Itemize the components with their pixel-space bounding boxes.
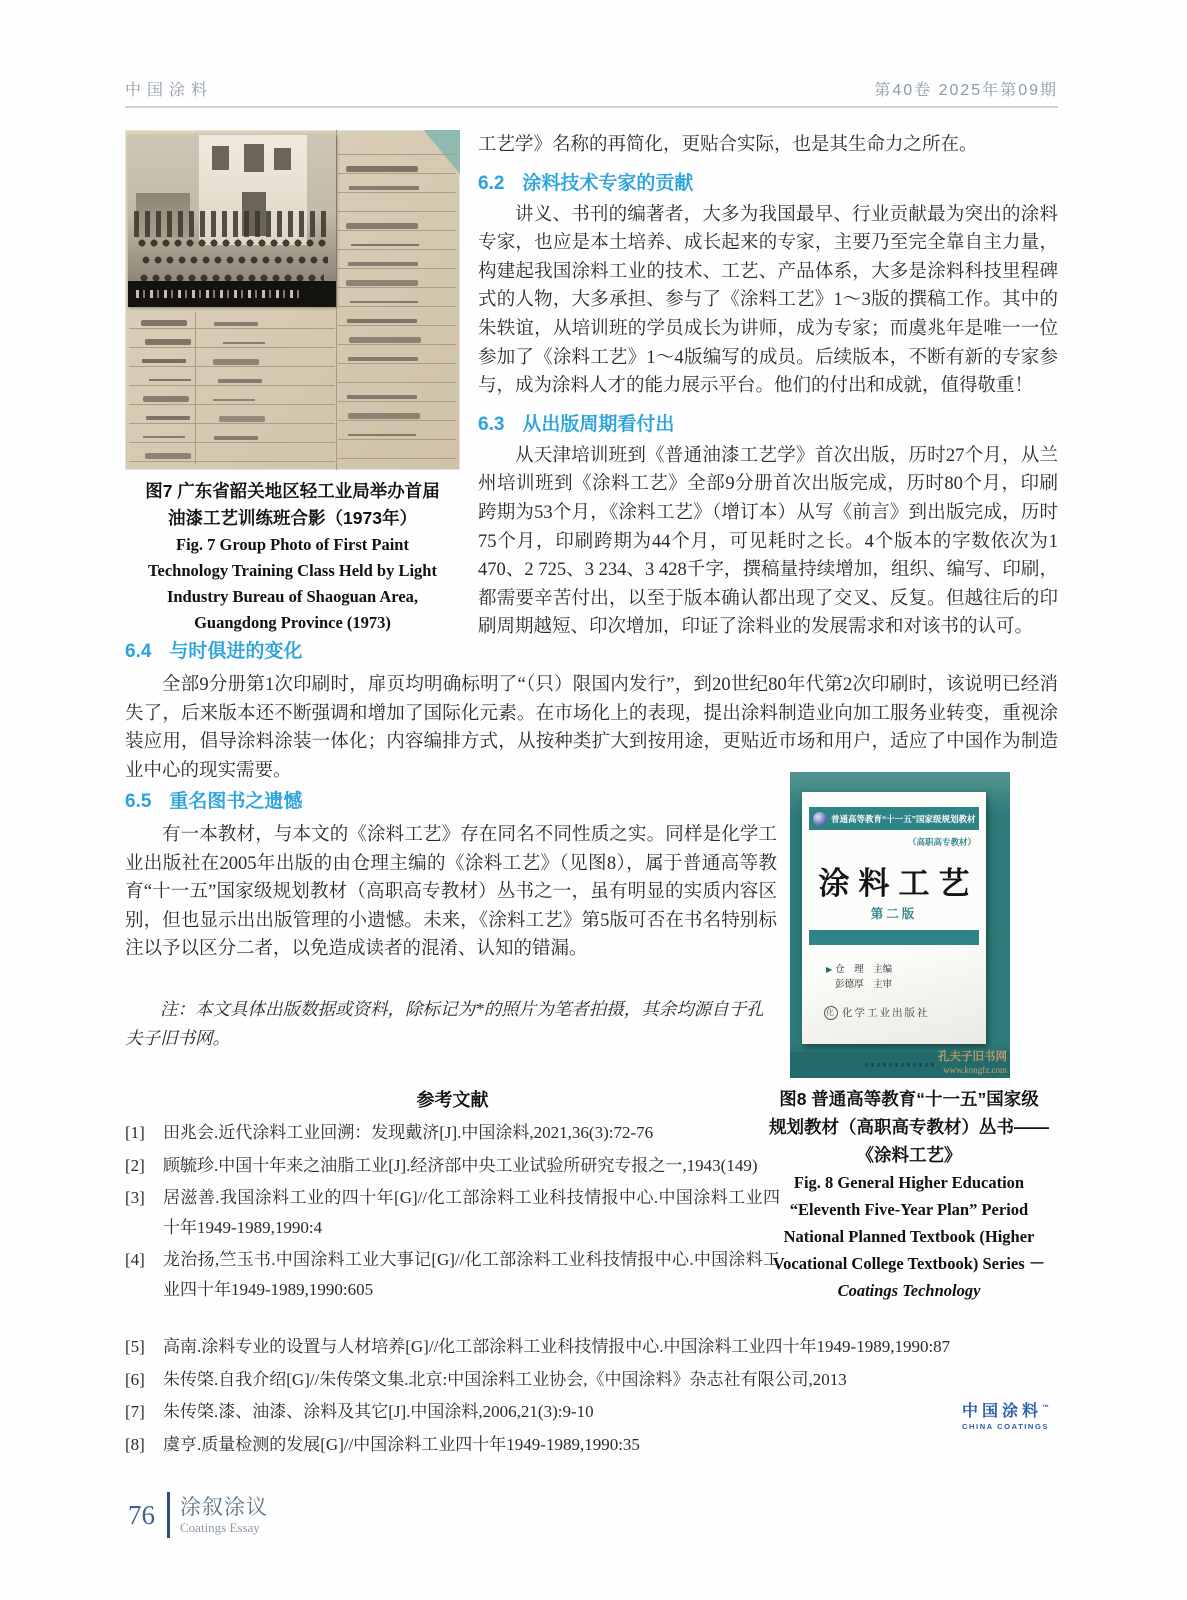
reference-item: [6] 朱传棨.自我介绍[G]//朱传棨文集.北京:中国涂料工业协会,《中国涂料》杂志社有限公司,2013 bbox=[125, 1369, 847, 1389]
book-editor-line2: 彭德厚 主审 bbox=[835, 979, 893, 990]
book-series-text: 普通高等教育“十一五”国家级规划教材 bbox=[831, 813, 976, 824]
book-publisher bbox=[824, 1005, 930, 1020]
book-title: 涂料工艺 bbox=[818, 866, 979, 901]
tiny-print-dashes bbox=[865, 1063, 935, 1067]
figure8-caption-en-italic: Coatings Technology bbox=[837, 1281, 981, 1300]
publisher-logo-icon: 化 bbox=[824, 1006, 838, 1020]
references-list-full bbox=[125, 1332, 1058, 1462]
book-series-band bbox=[809, 807, 979, 830]
photo-caption-strip bbox=[128, 281, 336, 307]
section-6-5-number: 6.5 bbox=[125, 791, 152, 812]
book-edition: 第二版 bbox=[870, 907, 918, 921]
section-6-4 bbox=[125, 636, 1058, 785]
triangle-bullet-icon: ▶ bbox=[826, 965, 833, 974]
journal-name: 中国涂料 bbox=[125, 82, 214, 99]
watermark-name: 孔夫子旧书网 bbox=[938, 1051, 1007, 1063]
reference-item: [1] 田兆会.近代涂料工业回溯：发现戴济[J].中国涂料,2021,36(3):72-76 bbox=[125, 1123, 654, 1142]
section-6-5-body: 有一本教材，与本文的《涂料工艺》存在同名不同性质之实。同样是化学工业出版社在2005年出版的由仓理主编的《涂料工艺》（见图8），属于普通高等教育“十一五”国家级规划教材（高职高专教材）丛书之一，虽有明显的实质内容区别，但也显示出出版管理的小遗憾。未来，《涂料工艺》第5版可否在书名特别标注以予以区分二者，以免造成读者的混淆、认知的错漏。 bbox=[125, 825, 777, 960]
figure7-column-divider bbox=[195, 312, 196, 464]
figure8-caption-zh-line1: 图8 普通高等教育“十一五”国家级 bbox=[779, 1089, 1039, 1109]
page-header bbox=[125, 68, 1058, 108]
figure7-caption-en-line1: Fig. 7 Group Photo of First Paint bbox=[176, 535, 409, 554]
author-note: 注：本文具体出版数据或资料，除标记为*的照片为笔者拍摄，其余均源自于孔夫子旧书网。 bbox=[125, 999, 764, 1048]
section-6-2-body: 讲义、书刊的编著者，大多为我国最早、行业贡献最为突出的涂料专家，也应是本土培养、成长起来的专家，主要乃至完全靠自主力量，构建起我国涂料工业的技术、工艺、产品体系，大多是涂料科技里程碑式的人物，大多承担、参与了《涂料工艺》1～3版的撰稿工作。其中的朱轶谊，从培训班的学员成长为讲师，成为专家；而虞兆年是唯一一位参加了《涂料工艺》1～4版编写的成员。后续版本，不断有新的专家参与，成为涂料人才的能力展示平台。他们的付出和成就，值得敬重！ bbox=[478, 204, 1058, 397]
page-footer bbox=[128, 1492, 268, 1538]
figure7-caption-zh-line1: 图7 广东省韶关地区轻工业局举办首届 bbox=[145, 481, 440, 501]
publisher-name: 化学工业出版社 bbox=[842, 1008, 930, 1019]
issue-info: 第40卷 2025年第09期 bbox=[874, 82, 1058, 99]
photo-handwritten-caption bbox=[136, 290, 302, 298]
figure7-group-photo bbox=[128, 135, 336, 307]
book-sub-label: （高职高专教材） bbox=[907, 837, 976, 847]
section-6-4-number: 6.4 bbox=[125, 641, 152, 662]
figure7-photo bbox=[125, 130, 460, 470]
series-logo-icon bbox=[813, 812, 827, 826]
figure8-caption-zh-line3: 《涂料工艺》 bbox=[856, 1145, 962, 1165]
section-6-4-heading bbox=[125, 636, 1058, 663]
column-name-en: Coatings Essay bbox=[180, 1519, 260, 1535]
logo-zh: 中国涂料™ bbox=[962, 1403, 1054, 1420]
reference-item: [2] 顾毓珍.中国十年来之油脂工业[J].经济部中央工业试验所研究专报之一,1943(149) bbox=[125, 1155, 758, 1175]
section-6-5-title: 重名图书之遗憾 bbox=[169, 791, 303, 812]
reference-item: [4] 龙治扬,竺玉书.中国涂料工业大事记[G]//化工部涂料工业科技情报中心.中国涂料工业四十年1949-1989,1990:605 bbox=[125, 1250, 780, 1299]
section-6-3-number: 6.3 bbox=[478, 413, 505, 435]
figure8-caption-en-line1: Fig. 8 General Higher Education bbox=[793, 1173, 1025, 1192]
handwriting-marks bbox=[346, 166, 418, 172]
references-title: 参考文献 bbox=[416, 1090, 489, 1110]
reference-item: [5] 高南.涂料专业的设置与人材培养[G]//化工部涂料工业科技情报中心.中国涂料工业四十年1949-1989,1990:87 bbox=[125, 1337, 951, 1356]
section-6-3-title: 从出版周期看付出 bbox=[522, 413, 675, 435]
reference-item: [8] 虞亨.质量检测的发展[G]//中国涂料工业四十年1949-1989,1990:35 bbox=[125, 1434, 640, 1454]
figure7-caption-en-line2: Technology Training Class Held by Light bbox=[148, 561, 437, 580]
references-list-left bbox=[125, 1118, 780, 1307]
section-6-2-number: 6.2 bbox=[478, 172, 505, 194]
section-6-3-body: 从天津培训班到《普通油漆工艺学》首次出版，历时27个月，从兰州培训班到《涂料工艺》全部9分册首次出版完成，历时80个月，印刷跨期为53个月，《涂料工艺》（增订本）从写《前言》到出版完成，历时75个月，印刷跨期为44个月，可见耗时之长。4个版本的字数依次为1 470、2 725、3 234、3 428千字，撰稿量持续增加，组织、编写、印刷，都需要辛苦付出，以至于版本确认都出现了交叉、反复。但越往后的印刷周期越短、印次增加，印证了涂料业的发展需求和对该书的认可。 bbox=[478, 445, 1058, 638]
figure8-caption-en-line4: Vocational College Textbook) Series － bbox=[772, 1254, 1046, 1273]
figure7-caption-en-line4: Guangdong Province (1973) bbox=[194, 613, 391, 632]
continued-paragraph: 工艺学》名称的再简化，更贴合实际，也是其生命力之所在。 bbox=[478, 135, 978, 155]
photo-window bbox=[274, 148, 290, 170]
page-number: 76 bbox=[128, 1499, 155, 1530]
figure7-caption bbox=[125, 478, 460, 636]
figure7-name-list-right bbox=[338, 136, 456, 464]
trademark-mark: ™ bbox=[1042, 1404, 1054, 1412]
china-coatings-logo bbox=[962, 1398, 1053, 1431]
figure8-caption bbox=[737, 1085, 1081, 1304]
watermark-url: www.kongfz.com bbox=[943, 1065, 1007, 1075]
logo-en: CHINA COATINGS bbox=[962, 1422, 1049, 1431]
footer-divider-bar bbox=[167, 1492, 170, 1538]
kongfz-watermark bbox=[938, 1051, 1007, 1077]
section-6-4-title: 与时俱进的变化 bbox=[169, 641, 303, 662]
figure8-caption-zh-line2: 规划教材（高职高专教材）丛书—— bbox=[769, 1117, 1049, 1137]
photo-people-standing bbox=[134, 211, 330, 237]
book-teal-bar bbox=[809, 930, 979, 945]
section-6-5-heading bbox=[125, 786, 777, 813]
handwriting-marks bbox=[141, 320, 187, 326]
figure7-caption-zh-line2: 油漆工艺训练班合影（1973年） bbox=[168, 508, 417, 528]
right-column bbox=[478, 131, 1058, 642]
photo-window bbox=[212, 146, 229, 170]
book-editors bbox=[826, 962, 892, 992]
book-cover bbox=[802, 792, 986, 1044]
section-6-4-body: 全部9分册第1次印刷时，扉页均明确标明了“（只）限国内发行”，到20世纪80年代第2次印刷时，该说明已经消失了，后来版本还不断强调和增加了国际化元素。在市场化上的表现，提出涂料制造业向加工服务业转变，重视涂装应用，倡导涂料涂装一体化；内容编排方式，从按种类扩大到按用途，更贴近市场和用户，适应了中国作为制造业中心的现实需要。 bbox=[125, 675, 1058, 781]
section-6-5 bbox=[125, 786, 777, 964]
figure8-caption-en-line2: “Eleventh Five-Year Plan” Period bbox=[789, 1200, 1029, 1219]
photo-people-row bbox=[140, 255, 327, 269]
photo-window bbox=[244, 144, 263, 173]
column-name-zh: 涂叙涂议 bbox=[180, 1495, 268, 1519]
photo-people-row bbox=[136, 238, 325, 252]
section-6-2-title: 涂料技术专家的贡献 bbox=[522, 172, 694, 194]
reference-item: [7] 朱传棨.漆、油漆、涂料及其它[J].中国涂料,2006,21(3):9-10 bbox=[125, 1402, 594, 1421]
figure8-caption-en-line3: National Planned Textbook (Higher bbox=[783, 1227, 1035, 1246]
section-6-3-heading bbox=[478, 409, 1058, 436]
book-editor-line1: ▶ 仓 理 主编 bbox=[826, 964, 893, 975]
footer-column bbox=[180, 1496, 268, 1535]
figure7-ruled-divider bbox=[336, 130, 337, 470]
section-6-2-heading bbox=[478, 168, 1058, 195]
reference-item: [3] 居滋善.我国涂料工业的四十年[G]//化工部涂料工业科技情报中心.中国涂料工业四十年1949-1989,1990:4 bbox=[125, 1188, 780, 1237]
figure8-book-cover-photo bbox=[790, 772, 1010, 1078]
figure7-caption-en-line3: Industry Bureau of Shaoguan Area, bbox=[166, 587, 419, 606]
figure7-name-list-bottom bbox=[129, 310, 335, 464]
